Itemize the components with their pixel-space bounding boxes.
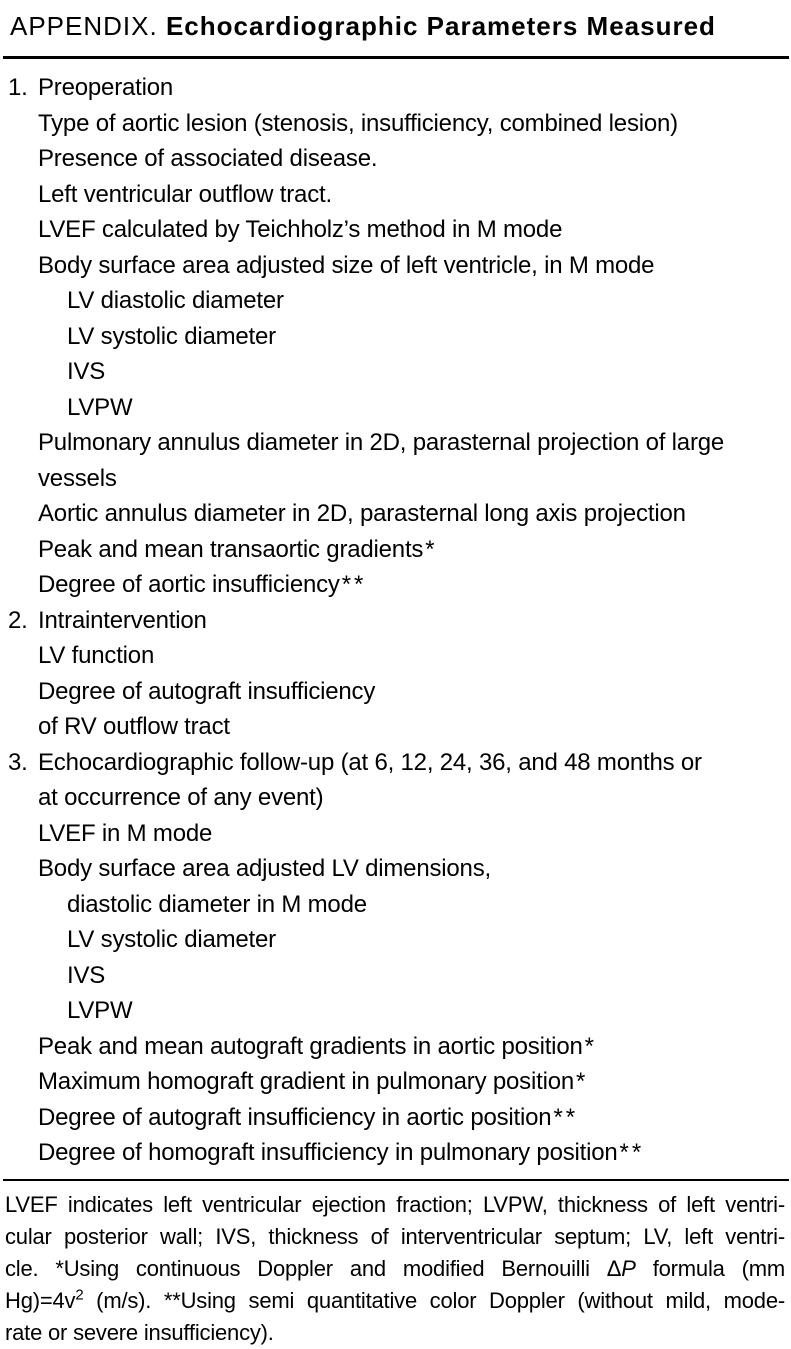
footnote-text: rate or severe insufficiency).: [5, 1319, 274, 1345]
list-line: [0, 780, 791, 816]
footnote: [5, 1189, 785, 1349]
list-line-text: Degree of autograft insufficiency in aortic position: [38, 1103, 552, 1131]
list-line-text: LV systolic diameter: [67, 322, 276, 350]
list-line-text: LV function: [38, 642, 155, 669]
footnote-text: P: [621, 1255, 636, 1281]
list-line: [0, 496, 791, 532]
list-line: [0, 1135, 791, 1171]
list-line-text: Pulmonary annulus diameter in 2D, parasternal projection of large: [38, 429, 725, 456]
list-line: [0, 141, 791, 177]
list-line: [0, 532, 791, 568]
list-line: [0, 638, 791, 674]
list-line-text: Peak and mean autograft gradients in aortic position: [38, 1032, 583, 1060]
list-line: [0, 567, 791, 603]
list-line-text: Body surface area adjusted size of left ventricle, in M mode: [38, 251, 655, 279]
footnote-text: 2: [75, 1286, 84, 1304]
list-line: [0, 1100, 791, 1136]
list-line: [0, 283, 791, 319]
list-line-text: Echocardiographic follow-up (at 6, 12, 24, 36, and 48 months or: [38, 748, 702, 776]
list-line-text: at occurrence of any event): [38, 784, 324, 811]
list-line: [0, 319, 791, 355]
footnote-text: (m/s). **Using semi quantitative color Doppler (without mild, mode-: [83, 1287, 785, 1313]
list-line: [0, 390, 791, 426]
list-line: [0, 425, 791, 461]
list-line: [0, 212, 791, 248]
footnote-line: [5, 1189, 785, 1221]
list-line-text: Maximum homograft gradient in pulmonary position: [38, 1068, 574, 1095]
footnote-marker-asterisk: **: [553, 1103, 579, 1131]
list-line-text: Left ventricular outflow tract.: [38, 180, 332, 208]
footnote-text: cular posterior wall; IVS, thickness of interventricular septum; LV, left ventri-: [5, 1223, 785, 1249]
list-line-text: IVS: [67, 961, 106, 989]
list-line-text: Body surface area adjusted LV dimensions,: [38, 855, 491, 882]
footnote-line: [5, 1317, 785, 1349]
list-line-text: Degree of aortic insufficiency: [38, 571, 340, 598]
footnote-line: [5, 1285, 785, 1317]
appendix-title: [0, 0, 791, 43]
list-line: [0, 745, 791, 781]
list-line: [0, 922, 791, 958]
list-line-text: Peak and mean transaortic gradients: [38, 535, 424, 563]
list-line: [0, 709, 791, 745]
footnote-marker-asterisk: *: [425, 535, 438, 563]
footnote-marker-asterisk: *: [576, 1068, 589, 1095]
list-line-text: diastolic diameter in M mode: [67, 890, 367, 918]
list-line: [0, 354, 791, 390]
list-line-text: LVEF calculated by Teichholz’s method in M mode: [38, 216, 563, 243]
list-line-text: Presence of associated disease.: [38, 145, 378, 172]
list-line: [0, 1064, 791, 1100]
list-line: [0, 70, 791, 106]
footnote-line: [5, 1221, 785, 1253]
footnote-marker-asterisk: **: [341, 571, 367, 598]
footnote-text: Hg)=4v: [5, 1287, 76, 1313]
list-line: [0, 1029, 791, 1065]
list-line: [0, 674, 791, 710]
footnote-text: formula (mm: [635, 1255, 785, 1281]
list-line: [0, 177, 791, 213]
list-line-text: LV diastolic diameter: [67, 287, 284, 314]
list-line: [0, 887, 791, 923]
list-line-text: vessels: [38, 464, 117, 492]
top-rule: [3, 56, 789, 59]
list-line: [0, 993, 791, 1029]
list-line-text: Intraintervention: [38, 606, 207, 634]
list-line-text: LV systolic diameter: [67, 926, 276, 953]
footnote-marker-asterisk: *: [584, 1032, 597, 1060]
list-line-text: IVS: [67, 358, 106, 385]
list-line-text: LVEF in M mode: [38, 819, 213, 847]
list-line-text: LVPW: [67, 997, 133, 1024]
footnote-line: [5, 1253, 785, 1285]
list-line-text: LVPW: [67, 393, 133, 421]
list-line: [0, 958, 791, 994]
item-number: 1.: [8, 74, 28, 101]
list-line: [0, 248, 791, 284]
list-line-text: Degree of homograft insufficiency in pulmonary position: [38, 1139, 618, 1166]
footnote-text: LVEF indicates left ventricular ejection fraction; LVPW, thickness of left ventri-: [5, 1191, 785, 1217]
footnote-marker-asterisk: **: [619, 1139, 645, 1166]
list-line: [0, 816, 791, 852]
list-line: [0, 106, 791, 142]
list-line-text: Preoperation: [38, 74, 174, 101]
footnote-text: cle. *Using continuous Doppler and modified Bernouilli Δ: [5, 1255, 622, 1281]
list-line: [0, 603, 791, 639]
list-line: [0, 851, 791, 887]
list-line-text: Aortic annulus diameter in 2D, parasternal long axis projection: [38, 500, 686, 527]
parameter-list: [0, 70, 791, 1171]
appendix-title-bold: Echocardiographic Parameters Measured: [165, 11, 716, 41]
list-line-text: Type of aortic lesion (stenosis, insufficiency, combined lesion): [38, 109, 678, 137]
appendix-title-label: APPENDIX.: [10, 11, 158, 41]
bottom-rule: [3, 1179, 789, 1181]
list-line-text: Degree of autograft insufficiency: [38, 677, 376, 705]
list-line-text: of RV outflow tract: [38, 713, 230, 740]
item-number: 3.: [8, 748, 28, 776]
item-number: 2.: [8, 606, 28, 634]
list-line: [0, 461, 791, 497]
